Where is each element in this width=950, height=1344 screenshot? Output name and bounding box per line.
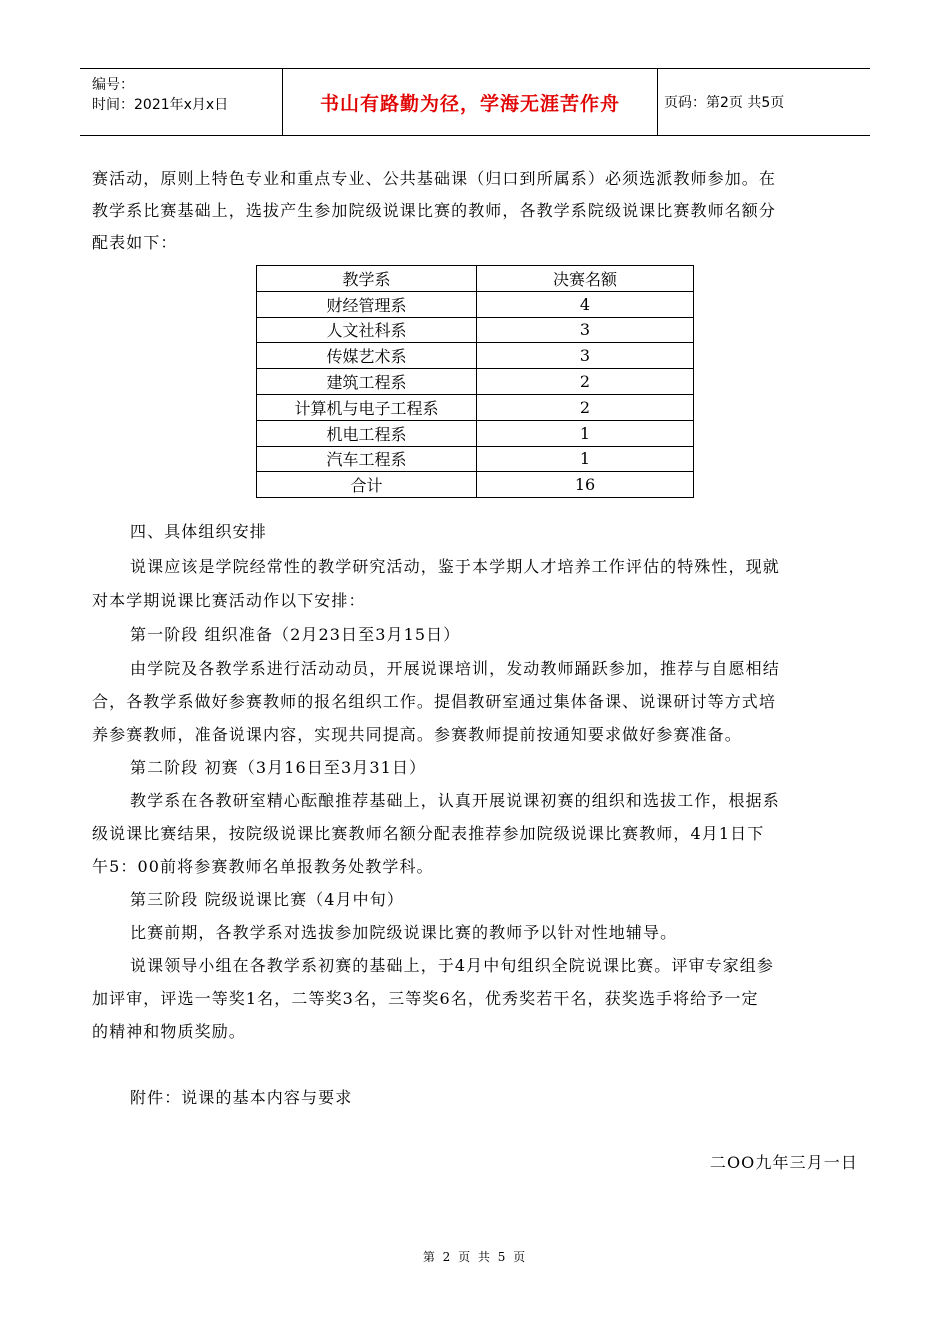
paragraph-line: 说课应该是学院经常性的教学研究活动，鉴于本学期人才培养工作评估的特殊性，现就	[130, 557, 780, 576]
department-cell: 人文社科系	[257, 317, 477, 343]
stage3-heading: 第三阶段 院级说课比赛（4月中旬）	[130, 890, 404, 909]
paragraph-line: 合，各教学系做好参赛教师的报名组织工作。提倡教研室通过集体备课、说课研讨等方式培	[92, 692, 777, 711]
section-heading: 四、具体组织安排	[130, 522, 267, 541]
paragraph-line: 对本学期说课比赛活动作以下安排：	[92, 591, 366, 610]
paragraph-line: 教学系在各教研室精心酝酿推荐基础上，认真开展说课初赛的组织和选拔工作，根据系	[130, 791, 780, 810]
table-row	[257, 291, 694, 317]
header-motto: 书山有路勤为径，学海无涯苦作舟	[282, 69, 658, 135]
table-row	[257, 317, 694, 343]
paragraph-line: 养参赛教师，准备说课内容，实现共同提高。参赛教师提前按通知要求做好参赛准备。	[92, 725, 742, 744]
stage2-heading: 第二阶段 初赛（3月16日至3月31日）	[130, 758, 427, 777]
table-row	[257, 343, 694, 369]
department-cell: 财经管理系	[257, 291, 477, 317]
table-header-row	[257, 266, 694, 292]
total-label-cell: 合计	[257, 472, 477, 498]
table-row	[257, 369, 694, 395]
quota-cell: 4	[477, 291, 694, 317]
department-cell: 建筑工程系	[257, 369, 477, 395]
paragraph-line: 午5：00前将参赛教师名单报教务处教学科。	[92, 857, 434, 876]
paragraph-line: 比赛前期，各教学系对选拔参加院级说课比赛的教师予以针对性地辅导。	[130, 923, 678, 942]
table-row	[257, 394, 694, 420]
quota-cell: 2	[477, 369, 694, 395]
header-meta	[80, 69, 282, 135]
table-row	[257, 420, 694, 446]
quota-table	[256, 265, 694, 498]
quota-cell: 1	[477, 446, 694, 472]
intro-line: 赛活动，原则上特色专业和重点专业、公共基础课（归口到所属系）必须选派教师参加。在	[92, 169, 777, 188]
stage1-heading: 第一阶段 组织准备（2月23日至3月15日）	[130, 625, 461, 644]
quota-cell: 3	[477, 343, 694, 369]
code-label: 编号：	[92, 77, 134, 93]
column-header-quota: 决赛名额	[477, 266, 694, 292]
total-value-cell: 16	[477, 472, 694, 498]
column-header-department: 教学系	[257, 266, 477, 292]
document-header	[80, 68, 870, 136]
department-cell: 传媒艺术系	[257, 343, 477, 369]
paragraph-line: 级说课比赛结果，按院级说课比赛教师名额分配表推荐参加院级说课比赛教师，4月1日下	[92, 824, 765, 843]
table-total-row	[257, 472, 694, 498]
date-label: 时间：2021年x月x日	[92, 97, 229, 113]
quota-cell: 3	[477, 317, 694, 343]
department-cell: 计算机与电子工程系	[257, 394, 477, 420]
paragraph-line: 由学院及各教学系进行活动动员，开展说课培训，发动教师踊跃参加，推荐与自愿相结	[130, 659, 780, 678]
department-cell: 汽车工程系	[257, 446, 477, 472]
department-cell: 机电工程系	[257, 420, 477, 446]
paragraph-line: 的精神和物质奖励。	[92, 1022, 246, 1041]
paragraph-line: 说课领导小组在各教学系初赛的基础上，于4月中旬组织全院说课比赛。评审专家组参	[130, 956, 774, 975]
attachment-line: 附件：说课的基本内容与要求	[130, 1088, 353, 1107]
intro-line: 教学系比赛基础上，选拔产生参加院级说课比赛的教师，各教学系院级说课比赛教师名额分	[92, 201, 777, 220]
intro-line: 配表如下：	[92, 233, 178, 252]
paragraph-line: 加评审，评选一等奖1名，二等奖3名，三等奖6名，优秀奖若干名，获奖选手将给予一定	[92, 989, 759, 1008]
quota-cell: 1	[477, 420, 694, 446]
page-footer: 第 2 页 共 5 页	[422, 1250, 528, 1264]
date-signature: 二OO九年三月一日	[709, 1153, 858, 1172]
quota-cell: 2	[477, 394, 694, 420]
header-page-info: 页码：第2页 共5页	[664, 95, 785, 111]
table-row	[257, 446, 694, 472]
